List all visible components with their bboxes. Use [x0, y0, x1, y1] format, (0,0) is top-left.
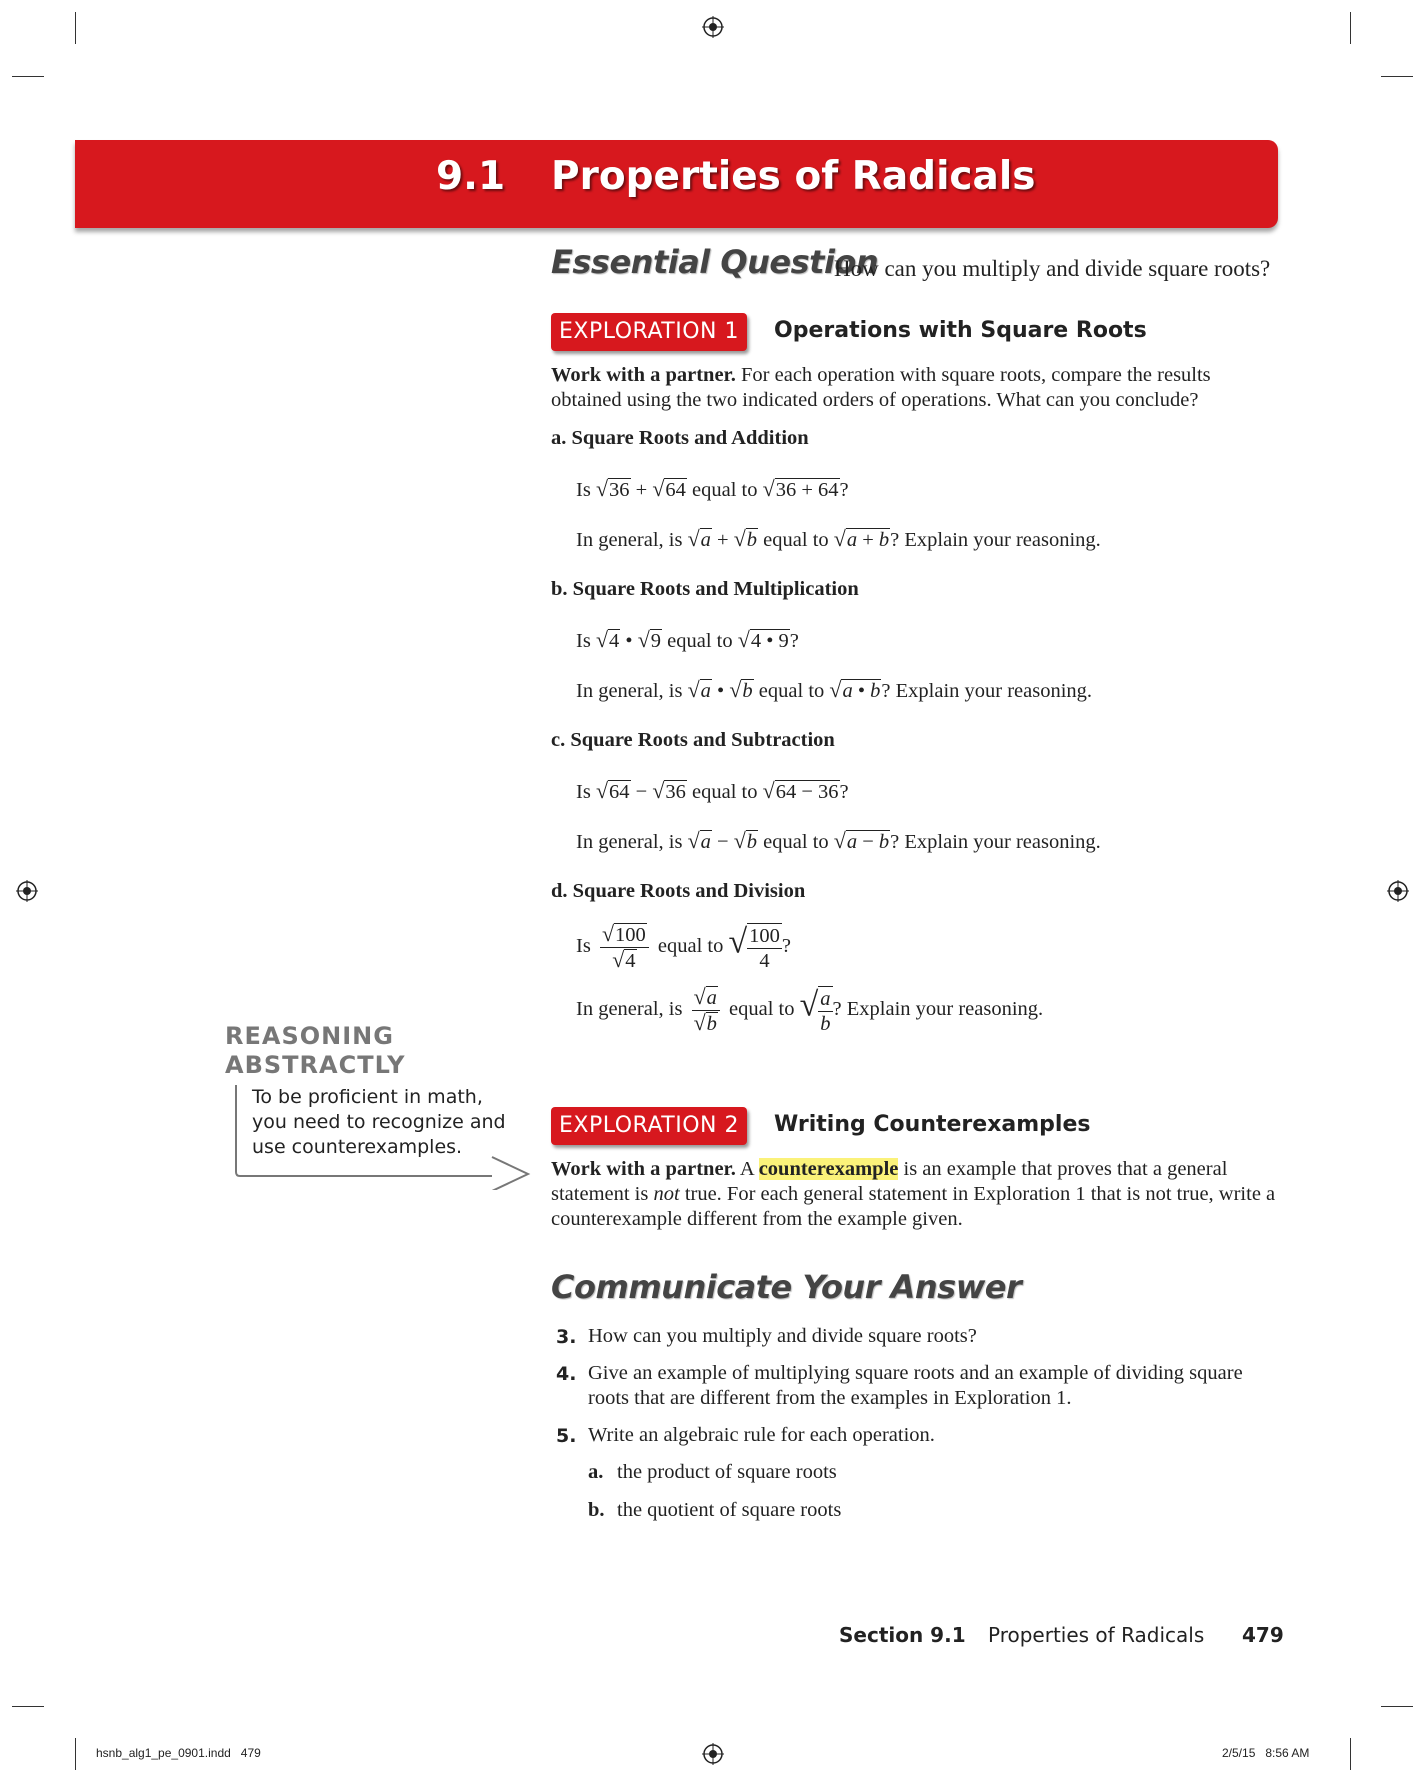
sidebar-arrow-icon	[230, 1085, 535, 1190]
subquestion-letter: b.	[588, 1499, 605, 1521]
question-number: 3.	[556, 1326, 577, 1348]
question-text: How can you multiply and divide square roots?	[588, 1325, 977, 1347]
part-a-question: Is √36 + √64 equal to √36 + 64?	[576, 476, 849, 501]
crop-mark	[12, 1706, 44, 1707]
registration-mark-icon	[16, 880, 38, 902]
crop-mark	[1350, 12, 1351, 44]
part-d-general: In general, is $\frac{√a}{√b}$ equal to √ $\frac{a}{b}$ ? Explain your reasoning.	[576, 984, 1044, 1035]
footer-title: Properties of Radicals	[988, 1623, 1205, 1647]
exploration-2-title: Writing Counterexamples	[774, 1112, 1091, 1137]
registration-mark-icon	[702, 1743, 724, 1765]
crop-mark	[75, 1738, 76, 1770]
registration-mark-icon	[702, 16, 724, 38]
part-b-question: Is √4 • √9 equal to √4 • 9?	[576, 627, 799, 652]
part-d-question: Is $\frac{√100}{√4}$ equal to √ $\frac{100}{4}$ ?	[576, 921, 792, 972]
part-b-heading: b. Square Roots and Multiplication	[551, 578, 859, 600]
registration-mark-icon	[1387, 880, 1409, 902]
slug-filename: hsnb_alg1_pe_0901.indd 479	[96, 1746, 261, 1760]
sidebar-text: To be proficient in math, you need to recognize and use counterexamples.	[252, 1086, 506, 1158]
sidebar-heading: REASONING ABSTRACTLY	[225, 1022, 406, 1079]
exploration-2-badge: EXPLORATION 2	[551, 1107, 747, 1145]
question-text: Give an example of multiplying square roots and an example of dividing square roots that are different from the examples in Exploration 1.	[588, 1362, 1243, 1409]
crop-mark	[75, 12, 76, 44]
crop-mark	[12, 76, 44, 77]
subquestion-letter: a.	[588, 1461, 604, 1483]
exploration-1-intro: Work with a partner. For each operation with square roots, compare the results obtained using the two indicated orders of operations. What can you conclude?	[551, 364, 1211, 411]
part-b-general: In general, is √a • √b equal to √a • b? Explain your reasoning.	[576, 677, 1093, 702]
crop-mark	[1350, 1738, 1351, 1770]
exploration-1-badge: EXPLORATION 1	[551, 313, 747, 351]
section-number: 9.1	[436, 154, 506, 199]
part-c-question: Is √64 − √36 equal to √64 − 36?	[576, 778, 849, 803]
exploration-1-title: Operations with Square Roots	[774, 318, 1147, 343]
question-number: 5.	[556, 1425, 577, 1447]
counterexample-term: counterexample	[758, 1158, 899, 1180]
part-a-general: In general, is √a + √b equal to √a + b? Explain your reasoning.	[576, 526, 1101, 551]
communicate-heading: Communicate Your Answer	[551, 1268, 1022, 1306]
part-d-heading: d. Square Roots and Division	[551, 880, 806, 902]
question-number: 4.	[556, 1363, 577, 1385]
exploration-2-text: Work with a partner. A counterexample is an example that proves that a general statement is not true. For each general statement in Exploration 1 that is not true, write a counterexample different from the example given.	[551, 1158, 1276, 1230]
slug-date: 2/5/15 8:56 AM	[1222, 1746, 1310, 1760]
footer-page-number: 479	[1242, 1623, 1284, 1647]
essential-question-text: How can you multiply and divide square roots?	[834, 256, 1271, 281]
part-a-heading: a. Square Roots and Addition	[551, 427, 809, 449]
footer-section: Section 9.1	[839, 1623, 966, 1647]
part-c-heading: c. Square Roots and Subtraction	[551, 729, 835, 751]
essential-question-heading: Essential Question	[551, 243, 879, 281]
section-title: Properties of Radicals	[551, 154, 1036, 199]
part-c-general: In general, is √a − √b equal to √a − b? Explain your reasoning.	[576, 828, 1101, 853]
crop-mark	[1381, 1706, 1413, 1707]
question-text: Write an algebraic rule for each operation.	[588, 1424, 935, 1446]
subquestion-text: the product of square roots	[617, 1461, 837, 1483]
crop-mark	[1381, 76, 1413, 77]
subquestion-text: the quotient of square roots	[617, 1499, 842, 1521]
